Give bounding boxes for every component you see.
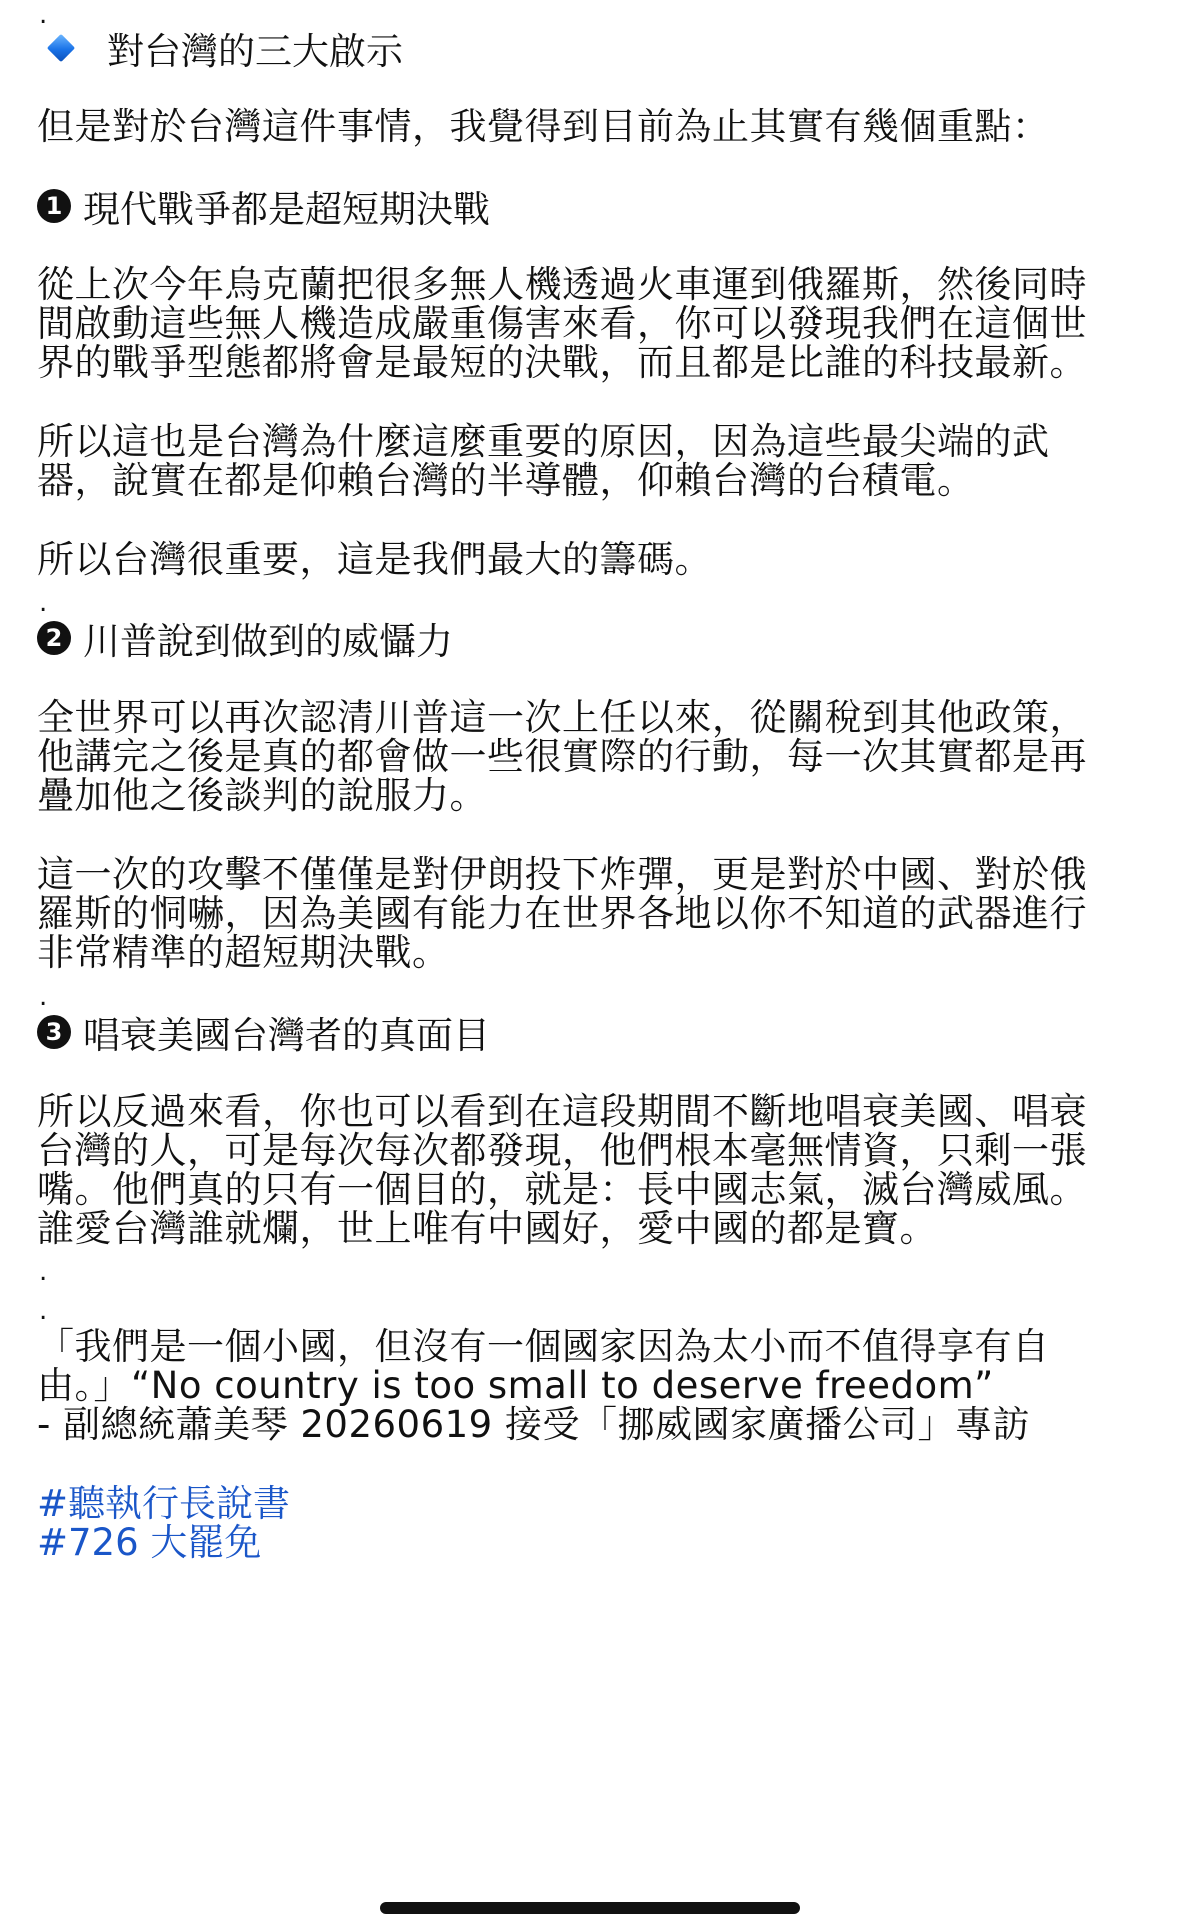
home-indicator[interactable]: [380, 1902, 800, 1914]
paragraph-line: 嘴。他們真的只有一個目的，就是：長中國志氣，滅台灣威風。: [37, 1168, 1087, 1211]
hashtag-link[interactable]: #726 大罷免: [37, 1521, 262, 1564]
paragraph-line: 他講完之後是真的都會做一些很實際的行動，每一次其實都是再: [37, 735, 1087, 778]
paragraph-line: 非常精準的超短期決戰。: [37, 931, 450, 974]
paragraph-line: 誰愛台灣誰就爛，世上唯有中國好，愛中國的都是寶。: [37, 1207, 937, 1250]
point-3-heading: [37, 1008, 490, 1056]
separator-dot: .: [39, 0, 48, 30]
quote-attribution: - 副總統蕭美琴 20260619 接受「挪威國家廣播公司」專訪: [37, 1403, 1030, 1446]
paragraph-line: 台灣的人，可是每次每次都發現，他們根本毫無情資，只剩一張: [37, 1129, 1087, 1172]
point-2-title: 川普說到做到的威懾力: [83, 620, 453, 663]
separator-dot: .: [39, 588, 48, 618]
paragraph-line: 間啟動這些無人機造成嚴重傷害來看，你可以發現我們在這個世: [37, 302, 1087, 345]
paragraph-line: 器，說實在都是仰賴台灣的半導體，仰賴台灣的台積電。: [37, 459, 975, 502]
number-1-icon: 1: [37, 189, 71, 223]
point-2-heading: [37, 614, 453, 662]
point-1-title: 現代戰爭都是超短期決戰: [83, 188, 490, 231]
paragraph-line: 所以台灣很重要，這是我們最大的籌碼。: [37, 538, 712, 581]
paragraph-line: 羅斯的恫嚇，因為美國有能力在世界各地以你不知道的武器進行: [37, 892, 1087, 935]
number-2-icon: 2: [37, 621, 71, 655]
blue-diamond-icon: [47, 34, 75, 62]
paragraph-line: 所以反過來看，你也可以看到在這段期間不斷地唱衰美國、唱衰: [37, 1090, 1087, 1133]
separator-dot: .: [39, 1257, 48, 1287]
number-3-icon: 3: [37, 1015, 71, 1049]
separator-dot: .: [39, 1296, 48, 1326]
quote-line: 由。」“No country is too small to deserve freedom”: [37, 1364, 994, 1407]
paragraph-line: 從上次今年烏克蘭把很多無人機透過火車運到俄羅斯，然後同時: [37, 263, 1087, 306]
point-1-heading: [37, 182, 490, 230]
section-title: 對台灣的三大啟示: [107, 30, 403, 73]
paragraph-line: 全世界可以再次認清川普這一次上任以來，從關稅到其他政策，: [37, 696, 1087, 739]
separator-dot: .: [39, 982, 48, 1012]
intro-text: 但是對於台灣這件事情，我覺得到目前為止其實有幾個重點：: [37, 105, 1050, 148]
quote-line: 「我們是一個小國，但沒有一個國家因為太小而不值得享有自: [37, 1325, 1050, 1368]
hashtag-link[interactable]: #聽執行長說書: [37, 1482, 291, 1525]
paragraph-line: 界的戰爭型態都將會是最短的決戰，而且都是比誰的科技最新。: [37, 341, 1087, 384]
paragraph-line: 所以這也是台灣為什麼這麼重要的原因，因為這些最尖端的武: [37, 420, 1050, 463]
paragraph-line: 這一次的攻擊不僅僅是對伊朗投下炸彈，更是對於中國、對於俄: [37, 853, 1087, 896]
point-3-title: 唱衰美國台灣者的真面目: [83, 1014, 490, 1057]
section-heading: [37, 24, 403, 72]
paragraph-line: 疊加他之後談判的說服力。: [37, 774, 487, 817]
